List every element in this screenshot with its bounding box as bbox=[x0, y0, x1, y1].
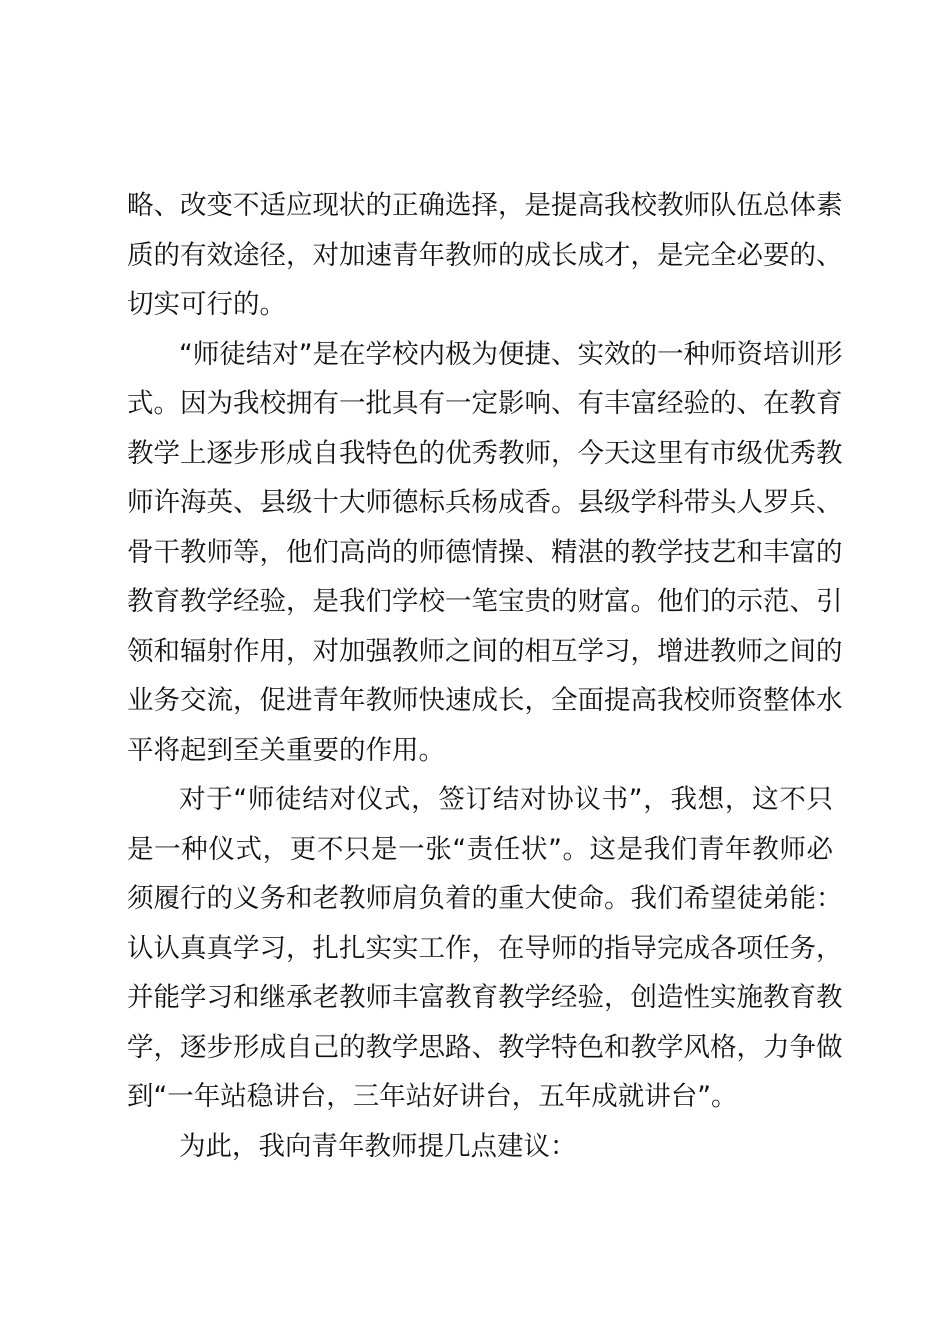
text-line: 认认真真学习，扎扎实实工作，在导师的指导完成各项任务， bbox=[127, 932, 843, 964]
text-line: 师许海英、县级十大师德标兵杨成香。县级学科带头人罗兵、 bbox=[127, 487, 843, 518]
text-line: 须履行的义务和老教师肩负着的重大使命。我们希望徒弟能： bbox=[127, 883, 843, 914]
text-line: 学，逐步形成自己的教学思路、教学特色和教学风格，力争做 bbox=[127, 1031, 843, 1063]
text-line: 平将起到至关重要的作用。 bbox=[127, 734, 445, 766]
text-line: 式。因为我校拥有一批具有一定影响、有丰富经验的、在教育 bbox=[127, 388, 843, 419]
text-line: 切实可行的。 bbox=[127, 289, 286, 320]
text-line: 领和辐射作用，对加强教师之间的相互学习，增进教师之间的 bbox=[127, 635, 843, 667]
text-line: 并能学习和继承老教师丰富教育教学经验，创造性实施教育教 bbox=[127, 982, 843, 1013]
text-line: 略、改变不适应现状的正确选择，是提高我校教师队伍总体素 bbox=[127, 190, 843, 221]
text-line: 业务交流，促进青年教师快速成长，全面提高我校师资整体水 bbox=[127, 685, 843, 716]
text-line: 是一种仪式，更不只是一张“责任状”。这是我们青年教师必 bbox=[127, 833, 833, 865]
text-line: 教育教学经验，是我们学校一笔宝贵的财富。他们的示范、引 bbox=[127, 586, 843, 617]
text-line: 到“一年站稳讲台，三年站好讲台，五年成就讲台”。 bbox=[127, 1081, 738, 1112]
text-line: 为此，我向青年教师提几点建议： bbox=[179, 1130, 577, 1162]
text-line: 对于“师徒结对仪式，签订结对协议书”，我想，这不只 bbox=[179, 784, 833, 815]
text-line: 骨干教师等，他们高尚的师德情操、精湛的教学技艺和丰富的 bbox=[127, 536, 843, 568]
text-line: “师徒结对”是在学校内极为便捷、实效的一种师资培训形 bbox=[179, 338, 843, 370]
text-line: 教学上逐步形成自我特色的优秀教师，今天这里有市级优秀教 bbox=[127, 437, 843, 469]
body-text bbox=[127, 181, 843, 1171]
text-line: 质的有效途径，对加速青年教师的成长成才，是完全必要的、 bbox=[127, 239, 843, 271]
